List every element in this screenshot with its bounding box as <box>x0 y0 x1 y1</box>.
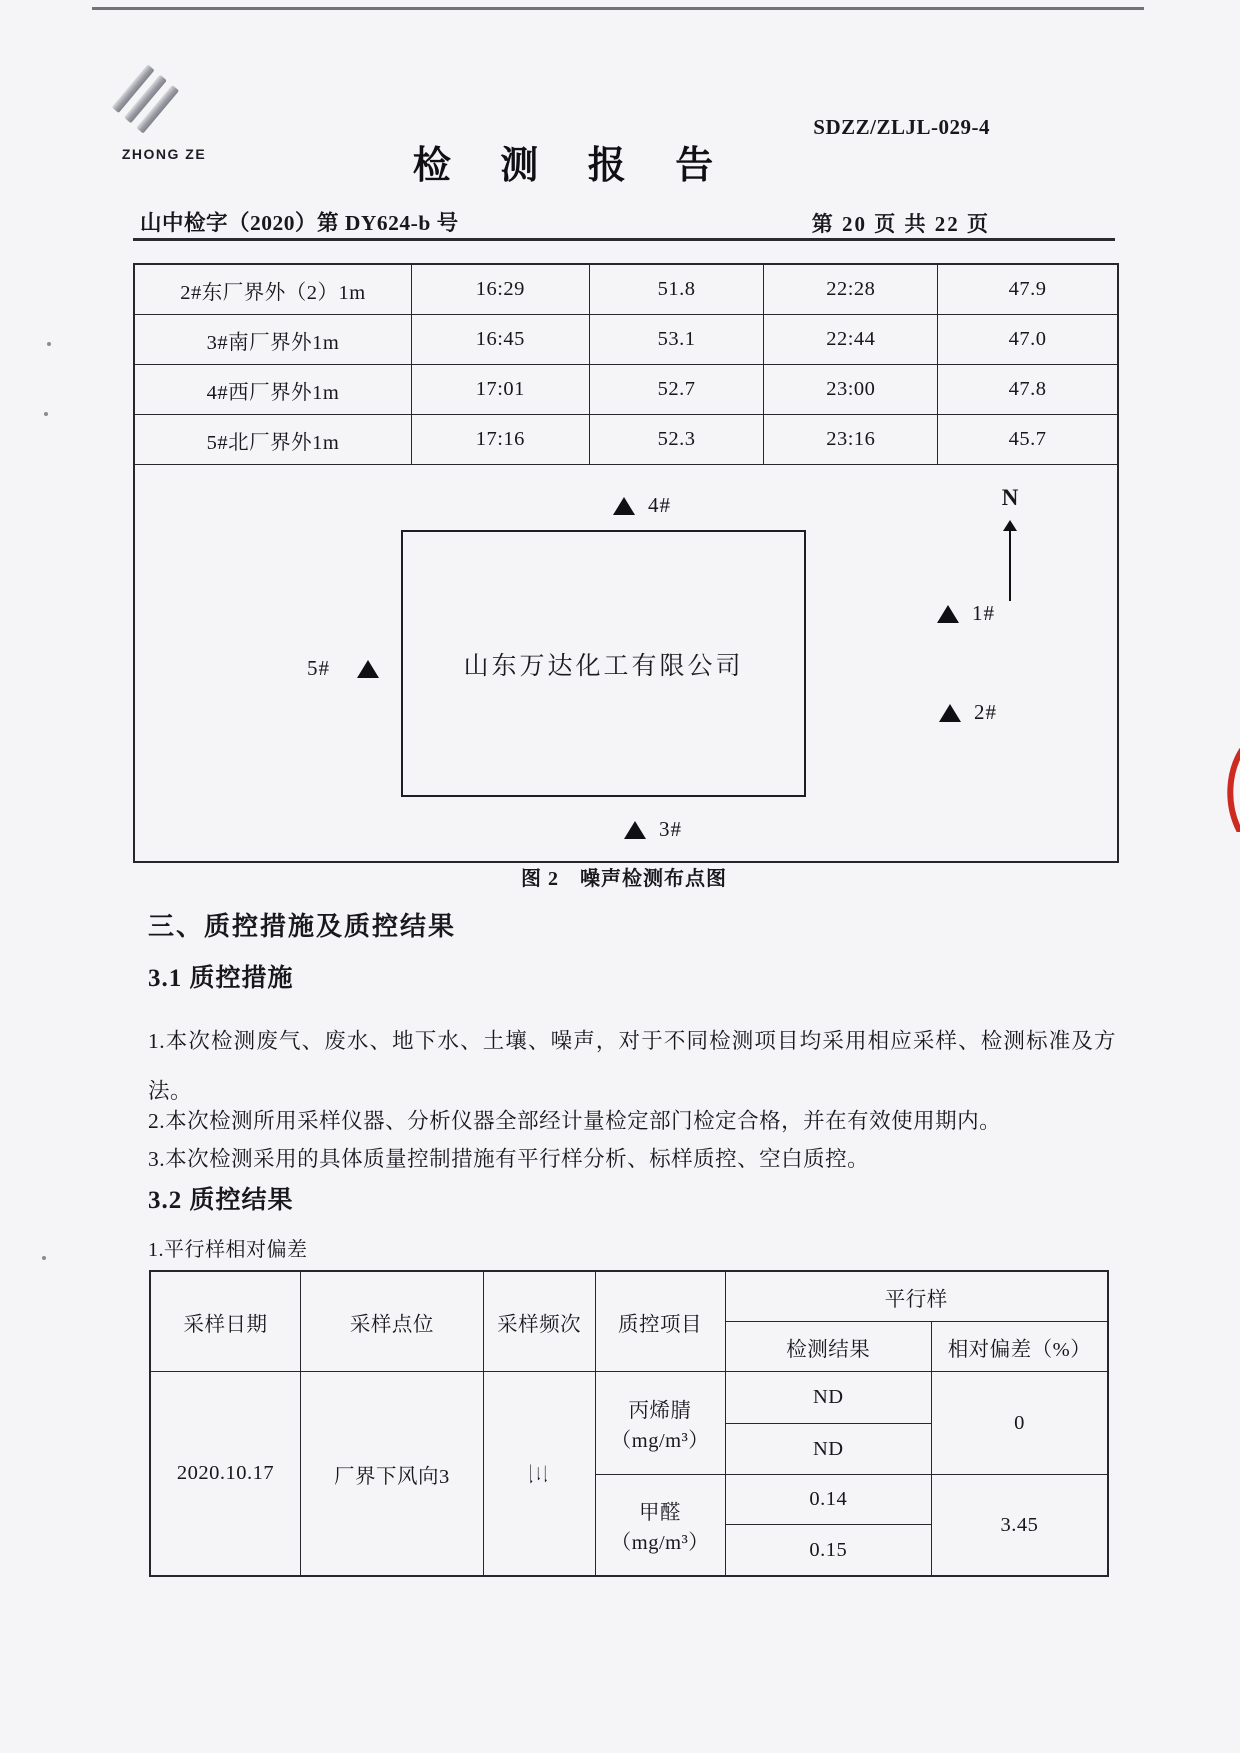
document-number: 山中检字（2020）第 DY624-b 号 <box>140 211 459 235</box>
header-divider <box>133 238 1115 241</box>
noise-point: 3#南厂界外1m <box>135 315 412 365</box>
monitor-point-2 <box>939 700 997 725</box>
col-header-item: 质控项目 <box>596 1272 726 1372</box>
monitor-point-1 <box>937 601 995 626</box>
qc-result-value: 0.15 <box>726 1525 932 1575</box>
noise-night-value: 45.7 <box>938 415 1117 465</box>
noise-night-value: 47.0 <box>938 315 1117 365</box>
qc-table <box>149 1270 1109 1577</box>
col-header-parallel: 平行样 <box>726 1272 1107 1322</box>
col-header-date: 采样日期 <box>151 1272 301 1372</box>
scan-speck <box>42 1256 46 1260</box>
qc-item-name: 甲醛 <box>639 1502 682 1524</box>
qc-table-label: 1.平行样相对偏差 <box>148 1239 308 1261</box>
noise-day-value: 52.3 <box>590 415 765 465</box>
company-logo <box>109 61 202 154</box>
plant-boundary-rect <box>401 530 806 797</box>
noise-day-time: 16:45 <box>412 315 590 365</box>
noise-night-time: 22:28 <box>764 265 938 315</box>
document-code: SDZZ/ZLJL-029-4 <box>813 115 990 139</box>
page-indicator: 第 20 页 共 22 页 <box>811 212 990 236</box>
triangle-marker-icon <box>357 660 379 678</box>
north-arrow-icon <box>1003 520 1017 531</box>
figure-caption: 图 2 噪声检测布点图 <box>521 868 727 890</box>
triangle-marker-icon <box>624 821 646 839</box>
noise-night-time: 22:44 <box>764 315 938 365</box>
noise-night-time: 23:16 <box>764 415 938 465</box>
marker-label: 2# <box>974 700 997 724</box>
noise-point: 4#西厂界外1m <box>135 365 412 415</box>
noise-day-value: 53.1 <box>590 315 765 365</box>
monitor-point-3 <box>624 817 682 842</box>
subsection-3-1-title: 3.1 质控措施 <box>148 965 294 992</box>
qc-paragraph-1: 1.本次检测废气、废水、地下水、土壤、噪声，对于不同检测项目均采用相应采样、检测标准及方法。 <box>148 1029 1116 1103</box>
marker-label: 5# <box>307 656 330 680</box>
subsection-3-2-title: 3.2 质控结果 <box>148 1187 294 1214</box>
qc-sample-date: 2020.10.17 <box>151 1372 301 1575</box>
noise-point: 2#东厂界外（2）1m <box>135 265 412 315</box>
red-pen-mark <box>1222 748 1240 832</box>
col-header-frequency: 采样频次 <box>484 1272 596 1372</box>
noise-table <box>135 265 1117 465</box>
qc-item-unit: （mg/m³） <box>610 1532 710 1554</box>
scan-speck <box>47 342 51 346</box>
report-title: 检 测 报 告 <box>412 145 728 187</box>
monitor-point-5 <box>307 656 379 681</box>
marker-label: 3# <box>659 817 682 841</box>
qc-result-value: ND <box>726 1424 932 1475</box>
north-arrow-shaft <box>1009 531 1012 601</box>
qc-item-unit: （mg/m³） <box>610 1430 710 1452</box>
qc-item-name: 丙烯腈 <box>628 1400 692 1422</box>
scan-edge-line <box>92 7 1144 10</box>
col-header-result: 检测结果 <box>726 1322 932 1372</box>
qc-item-formaldehyde <box>596 1475 726 1575</box>
logo-wordmark: ZHONG ZE <box>121 146 207 162</box>
qc-result-value: 0.14 <box>726 1475 932 1525</box>
qc-result-value: ND <box>726 1372 932 1424</box>
noise-night-value: 47.8 <box>938 365 1117 415</box>
col-header-point: 采样点位 <box>301 1272 484 1372</box>
noise-day-value: 52.7 <box>590 365 765 415</box>
qc-deviation-value: 0 <box>932 1372 1107 1475</box>
qc-sample-frequency <box>484 1372 596 1575</box>
noise-point: 5#北厂界外1m <box>135 415 412 465</box>
noise-night-value: 47.9 <box>938 265 1117 315</box>
north-indicator <box>985 485 1035 601</box>
qc-deviation-value: 3.45 <box>1000 1513 1039 1536</box>
triangle-marker-icon <box>939 704 961 722</box>
noise-day-time: 16:29 <box>412 265 590 315</box>
qc-paragraph-3: 3.本次检测采用的具体质量控制措施有平行样分析、标样质控、空白质控。 <box>148 1147 870 1171</box>
noise-day-time: 17:16 <box>412 415 590 465</box>
qc-item-acrylonitrile <box>596 1372 726 1475</box>
plant-name: 山东万达化工有限公司 <box>463 652 744 680</box>
qc-paragraph-2: 2.本次检测所用采样仪器、分析仪器全部经计量检定部门检定合格，并在有效使用期内。 <box>148 1109 1002 1133</box>
marker-label: 1# <box>972 601 995 625</box>
noise-day-value: 51.8 <box>590 265 765 315</box>
triangle-marker-icon <box>937 605 959 623</box>
col-header-deviation: 相对偏差（%） <box>932 1322 1107 1372</box>
noise-day-time: 17:01 <box>412 365 590 415</box>
section-heading: 三、质控措施及质控结果 <box>148 912 457 941</box>
north-label: N <box>1001 485 1019 510</box>
noise-table-and-figure <box>133 263 1119 863</box>
scan-speck <box>44 412 48 416</box>
noise-night-time: 23:00 <box>764 365 938 415</box>
marker-label: 4# <box>648 493 671 517</box>
monitor-point-4 <box>613 493 671 518</box>
qc-sample-point: 厂界下风向3 <box>301 1372 484 1575</box>
triangle-marker-icon <box>613 497 635 515</box>
frequency-value: 三 <box>525 1463 548 1484</box>
